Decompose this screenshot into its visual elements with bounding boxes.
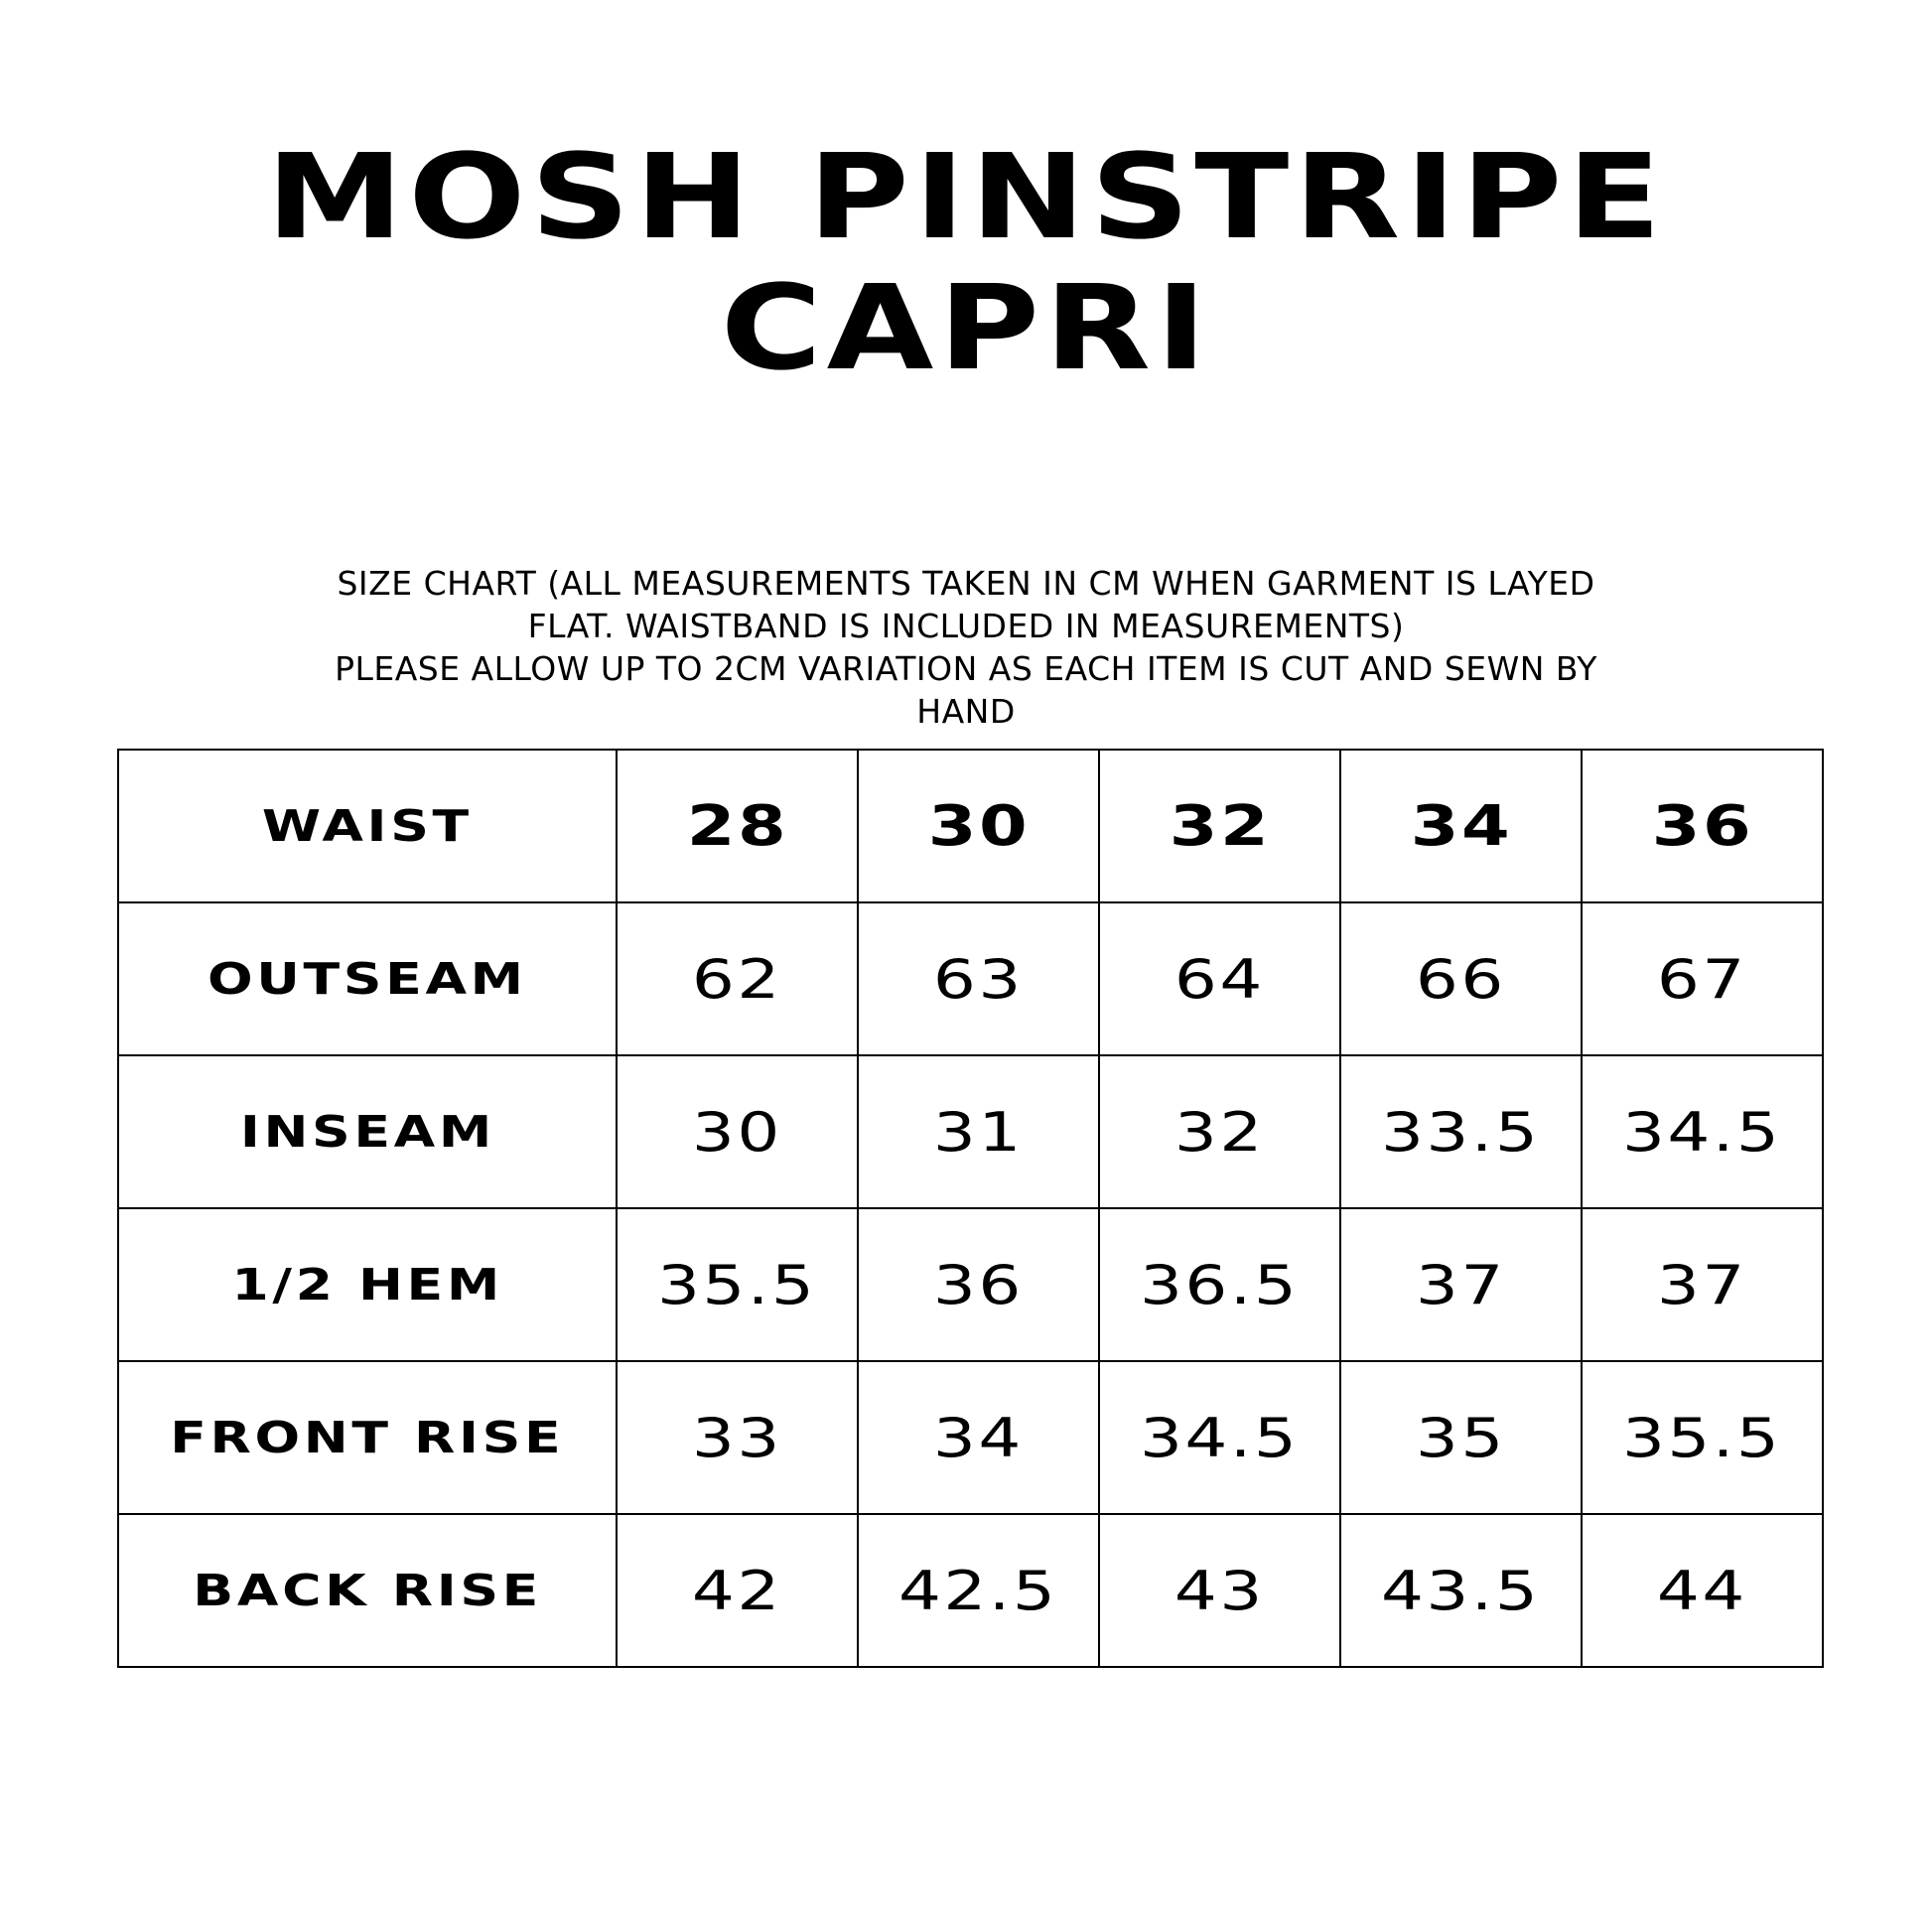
cell-value: 35.5 [657,1253,817,1316]
table-cell [1340,1361,1582,1514]
page-title-line-1: MOSH PINSTRIPE [265,128,1667,265]
row-label: OUTSEAM [207,953,527,1005]
cell-value: 64 [1174,947,1265,1011]
row-label: FRONT RISE [170,1412,565,1463]
table-row [118,1208,1823,1361]
size-header-cell [1099,750,1340,902]
cell-value: 37 [1416,1253,1506,1316]
size-header-cell [1582,750,1823,902]
header-label-cell [118,750,617,902]
size-header-cell [858,750,1099,902]
header-row [118,750,1823,902]
cell-value: 43 [1174,1559,1265,1622]
table-cell [1582,1514,1823,1667]
row-label-cell [118,1208,617,1361]
size-chart-note-line-2: FLAT. WAISTBAND IS INCLUDED IN MEASUREMENTS) [527,607,1405,645]
size-header: 32 [1169,793,1271,859]
table-row [118,1361,1823,1514]
page-title [0,128,1932,396]
size-header: 34 [1410,793,1512,859]
row-label-cell [118,1514,617,1667]
cell-value: 35 [1416,1406,1506,1469]
cell-value: 34.5 [1140,1406,1300,1469]
cell-value: 37 [1657,1253,1747,1316]
table-cell [1340,1208,1582,1361]
cell-value: 44 [1657,1559,1747,1622]
row-label-cell [118,1055,617,1208]
size-header: 28 [686,793,788,859]
cell-value: 67 [1657,947,1747,1011]
table-cell [858,1514,1099,1667]
cell-value: 63 [933,947,1024,1011]
table-cell [1582,902,1823,1055]
size-chart-table [117,749,1824,1668]
size-header-cell [1340,750,1582,902]
row-label: 1/2 HEM [231,1259,503,1311]
table-cell [617,1361,858,1514]
table-cell [1340,902,1582,1055]
cell-value: 33.5 [1381,1100,1541,1164]
table-cell [617,1055,858,1208]
size-chart-note [139,562,1793,733]
table-cell [1340,1514,1582,1667]
table-cell [1099,1361,1340,1514]
cell-value: 34 [933,1406,1024,1469]
table-cell [1582,1361,1823,1514]
size-header: 36 [1651,793,1753,859]
table-cell [1099,1208,1340,1361]
size-chart-note-line-4: HAND [916,692,1016,731]
cell-value: 30 [692,1100,782,1164]
table-cell [858,1208,1099,1361]
table-cell [1099,1055,1340,1208]
cell-value: 42.5 [898,1559,1058,1622]
row-label: BACK RISE [193,1565,542,1616]
cell-value: 66 [1416,947,1506,1011]
size-chart-note-line-1: SIZE CHART (ALL MEASUREMENTS TAKEN IN CM WHEN GARMENT IS LAYED [337,564,1595,603]
table-cell [617,1514,858,1667]
row-label-cell [118,902,617,1055]
header-label: WAIST [262,800,473,852]
size-header-cell [617,750,858,902]
table-row [118,902,1823,1055]
table-cell [1099,902,1340,1055]
row-label-cell [118,1361,617,1514]
cell-value: 62 [692,947,782,1011]
table-row [118,1055,1823,1208]
size-header: 30 [927,793,1030,859]
table-cell [858,1361,1099,1514]
table-cell [617,1208,858,1361]
table-cell [1582,1055,1823,1208]
cell-value: 35.5 [1622,1406,1782,1469]
table-cell [1340,1055,1582,1208]
table-cell [1099,1514,1340,1667]
cell-value: 34.5 [1622,1100,1782,1164]
table-cell [858,902,1099,1055]
table-cell [617,902,858,1055]
cell-value: 31 [933,1100,1024,1164]
row-label: INSEAM [239,1106,495,1158]
cell-value: 42 [692,1559,782,1622]
cell-value: 43.5 [1381,1559,1541,1622]
cell-value: 33 [692,1406,782,1469]
table-row [118,1514,1823,1667]
cell-value: 36.5 [1140,1253,1300,1316]
cell-value: 32 [1174,1100,1265,1164]
size-chart-note-line-3: PLEASE ALLOW UP TO 2CM VARIATION AS EACH ITEM IS CUT AND SEWN BY [335,649,1597,688]
page-title-line-2: CAPRI [720,259,1212,396]
table-cell [1582,1208,1823,1361]
cell-value: 36 [933,1253,1024,1316]
table-cell [858,1055,1099,1208]
